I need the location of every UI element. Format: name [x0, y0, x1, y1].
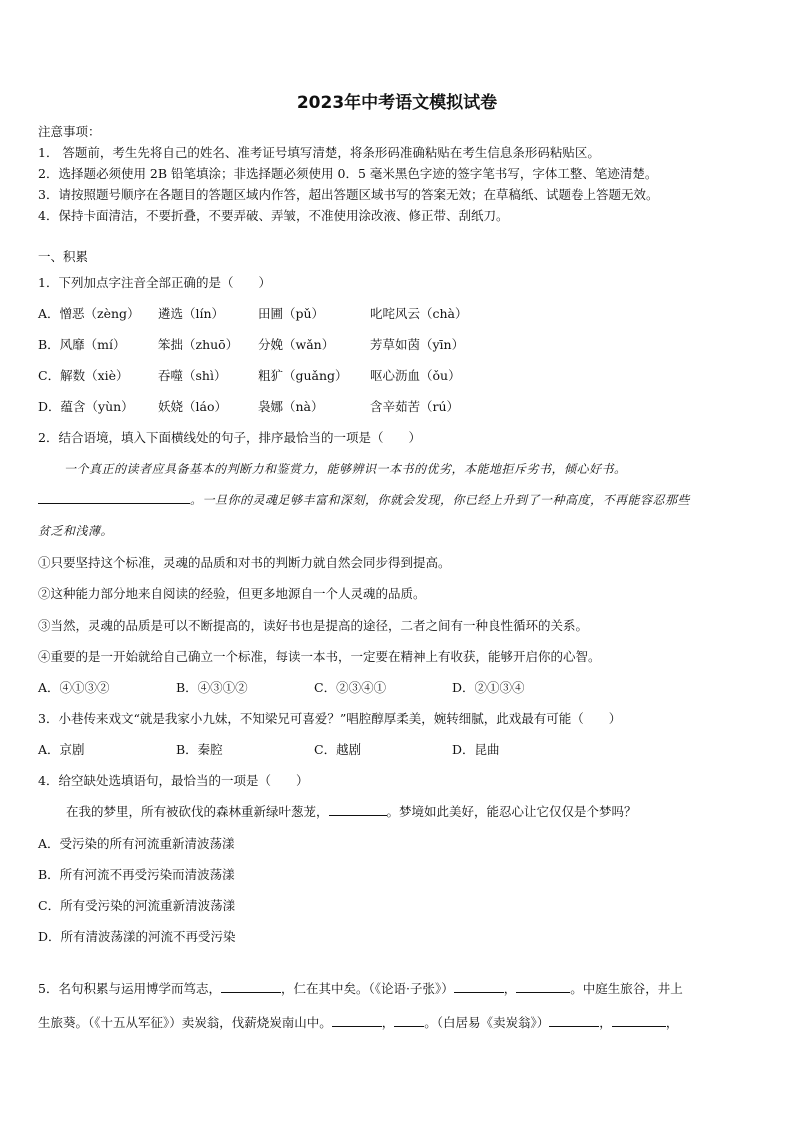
- q4-option: D．所有清波荡漾的河流不再受污染: [38, 929, 236, 944]
- q2-sentence: ②这种能力部分地来自阅读的经验，但更多地源自一个人灵魂的品质。: [38, 586, 426, 601]
- q2-sentence: ①只要坚持这个标准，灵魂的品质和对书的判断力就自然会同步得到提高。: [38, 555, 451, 570]
- q5-text: 。（白居易《卖炭翁》）: [424, 1015, 550, 1030]
- q4-option: C．所有受污染的河流重新清波荡漾: [38, 898, 236, 913]
- answer-blank[interactable]: [221, 980, 281, 993]
- notice-heading: 注意事项：: [38, 124, 101, 139]
- answer-blank[interactable]: [612, 1014, 666, 1027]
- answer-blank[interactable]: [332, 1014, 382, 1027]
- q5-line: [38, 979, 683, 997]
- q1-option-item: 田圃（pǔ）: [258, 306, 325, 321]
- q1-option-item: 粗犷（guǎng）: [258, 368, 348, 383]
- answer-blank[interactable]: [454, 980, 504, 993]
- q1-option-item: C．解数（xiè）: [38, 368, 129, 383]
- q1-option-item: 叱咤风云（chà）: [370, 306, 468, 321]
- q2-sentence: ③当然，灵魂的品质是可以不断提高的，读好书也是提高的途径，二者之间有一种良性循环的关系。: [38, 618, 589, 633]
- q1-option-item: 呕心沥血（ǒu）: [370, 368, 461, 383]
- q1-option-item: 妖娆（láo）: [158, 399, 227, 414]
- q3-stem: 3．小巷传来戏文“就是我家小九妹，不知梁兄可喜爱？”唱腔醇厚柔美，婉转细腻，此戏最有可能（ ）: [38, 711, 622, 726]
- q3-option: D．昆曲: [452, 742, 500, 757]
- q1-stem: 1．下列加点字注音全部正确的是（ ）: [38, 275, 271, 290]
- answer-blank[interactable]: [516, 980, 570, 993]
- q2-option: C．②③④①: [314, 680, 387, 695]
- q4-stem: 4．给空缺处选填语句，最恰当的一项是（ ）: [38, 773, 309, 788]
- q5-text: ，: [503, 981, 517, 996]
- q1-option-item: 分娩（wǎn）: [258, 337, 335, 352]
- q2-stem: 2．结合语境，填入下面横线处的句子，排序最恰当的一项是（ ）: [38, 430, 421, 445]
- q5-text: 5．名句积累与运用博学而笃志，: [38, 981, 221, 996]
- q5-line: [38, 1013, 678, 1031]
- page-title: 2023年中考语文模拟试卷: [296, 93, 498, 113]
- q4-context: [66, 802, 637, 820]
- q5-text: 生旅葵。（《十五从军征》）卖炭翁，伐薪烧炭南山中。: [38, 1015, 332, 1030]
- answer-blank[interactable]: [38, 491, 190, 504]
- q3-option: B．秦腔: [176, 742, 223, 757]
- q2-options: [38, 678, 525, 696]
- q3-option: A．京剧: [38, 742, 85, 757]
- q1-option-item: 袅娜（nà）: [258, 399, 324, 414]
- q5-text: ，: [599, 1015, 612, 1030]
- q2-passage: 贫乏和浅薄。: [38, 524, 114, 538]
- q5-text: ，: [381, 1015, 395, 1030]
- q4-option: A．受污染的所有河流重新清波荡漾: [38, 836, 235, 851]
- notice-item: 3．请按照题号顺序在各题目的答题区域内作答，超出答题区域书写的答案无效；在草稿纸、试题卷上答题无效。: [38, 187, 659, 202]
- q1-option-item: 笨拙（zhuō）: [158, 337, 239, 352]
- q1-option-row: [38, 397, 459, 415]
- q5-text: ，仁在其中矣。（《论语·子张》）: [280, 981, 454, 996]
- q1-option-item: 芳草如茵（yīn）: [370, 337, 465, 352]
- notice-item: 2．选择题必须使用 2B 铅笔填涂；非选择题必须使用 0．5 毫米黑色字迹的签字笔书写，字体工整、笔迹清楚。: [38, 166, 658, 181]
- q1-option-item: D．蕴含（yùn）: [38, 399, 134, 414]
- q3-options: [38, 740, 500, 758]
- q1-option-item: 吞噬（shì）: [158, 368, 227, 383]
- q1-option-item: A．憎恶（zèng）: [38, 306, 140, 321]
- q2-option: B．④③①②: [176, 680, 248, 695]
- answer-blank[interactable]: [549, 1014, 599, 1027]
- q5-text: ，: [665, 1015, 679, 1030]
- section-heading: 一、积累: [38, 249, 89, 264]
- q1-option-item: 含辛茹苦（rú）: [370, 399, 460, 414]
- q2-passage: 。一旦你的灵魂足够丰富和深刻，你就会发现，你已经上升到了一种高度，不再能容忍那些: [190, 493, 691, 507]
- q1-option-row: [38, 335, 464, 353]
- q1-option-item: B．风靡（mí）: [38, 337, 126, 352]
- q4-option: B．所有河流不再受污染而清波荡漾: [38, 867, 235, 882]
- q2-passage-with-blank: [38, 491, 690, 508]
- answer-blank[interactable]: [329, 803, 387, 816]
- q2-sentence: ④重要的是一开始就给自己确立一个标准，每读一本书，一定要在精神上有收获，能够开启你的心智。: [38, 649, 601, 664]
- answer-blank[interactable]: [394, 1014, 424, 1027]
- q1-option-row: [38, 366, 461, 384]
- q1-option-item: 遴选（lín）: [158, 306, 225, 321]
- q2-option: D．②①③④: [452, 680, 525, 695]
- q2-passage: 一个真正的读者应具备基本的判断力和鉴赏力，能够辨识一本书的优劣，本能地拒斥劣书，倾心好书。: [64, 462, 627, 476]
- notice-item: 1． 答题前，考生先将自己的姓名、准考证号填写清楚，将条形码准确粘贴在考生信息条形码粘贴区。: [38, 145, 600, 160]
- q3-option: C．越剧: [314, 742, 362, 757]
- q2-option: A．④①③②: [38, 680, 110, 695]
- q4-context-after: 。梦境如此美好，能忍心让它仅仅是个梦吗？: [386, 804, 637, 819]
- q5-text: 。中庭生旅谷，井上: [570, 981, 683, 996]
- q4-context-before: 在我的梦里，所有被砍伐的森林重新绿叶葱茏，: [66, 804, 329, 819]
- notice-item: 4．保持卡面清洁，不要折叠，不要弄破、弄皱，不准使用涂改液、修正带、刮纸刀。: [38, 208, 509, 223]
- q1-option-row: [38, 304, 468, 322]
